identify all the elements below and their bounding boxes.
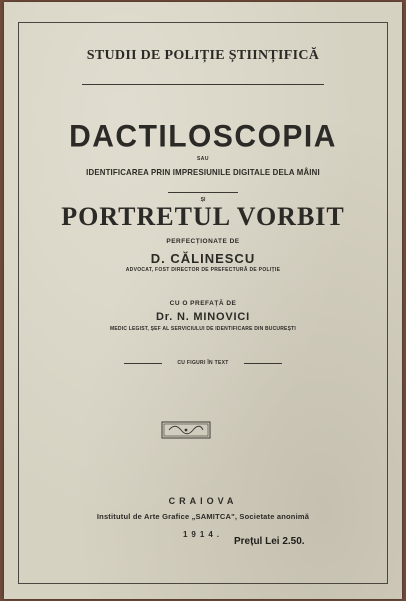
- printer-ornament-icon: [161, 421, 211, 439]
- city: CRAIOVA: [168, 496, 238, 506]
- price-label: Prețul Lei 2.50.: [234, 536, 305, 547]
- figures-right-dash: [244, 363, 282, 364]
- publication-year: 1914.: [182, 530, 224, 539]
- subtitle: IDENTIFICAREA PRIN IMPRESIUNILE DIGITALE DELA MÂINI: [86, 167, 320, 177]
- title-page: [4, 2, 402, 599]
- preface-author-role: MEDIC LEGIST, ȘEF AL SERVICIULUI DE IDENTIFICARE DIN BUCUREȘTI: [110, 326, 296, 332]
- preface-label: CU O PREFAȚĂ DE: [169, 300, 237, 307]
- publisher: Institutul de Arte Grafice „SAMITCA", Societate anonimă: [96, 512, 310, 521]
- perfected-by-label: PERFECȚIONATE DE: [166, 238, 240, 245]
- connector-sau: SAU: [196, 156, 210, 162]
- series-title: STUDII DE POLIȚIE ȘTIINȚIFICĂ: [86, 48, 320, 63]
- second-title: PORTRETUL VORBIT: [61, 202, 345, 231]
- author-name: D. CĂLINESCU: [150, 251, 256, 266]
- preface-author: Dr. N. MINOVICI: [156, 311, 250, 323]
- figures-note: CU FIGURI ÎN TEXT: [177, 360, 229, 366]
- series-rule: [82, 84, 324, 85]
- subtitle-rule: [168, 192, 238, 193]
- main-title: DACTILOSCOPIA: [69, 119, 337, 154]
- author-role: ADVOCAT, FOST DIRECTOR DE PREFECTURĂ DE POLIȚIE: [125, 267, 281, 273]
- connector-si: ȘI: [200, 197, 206, 203]
